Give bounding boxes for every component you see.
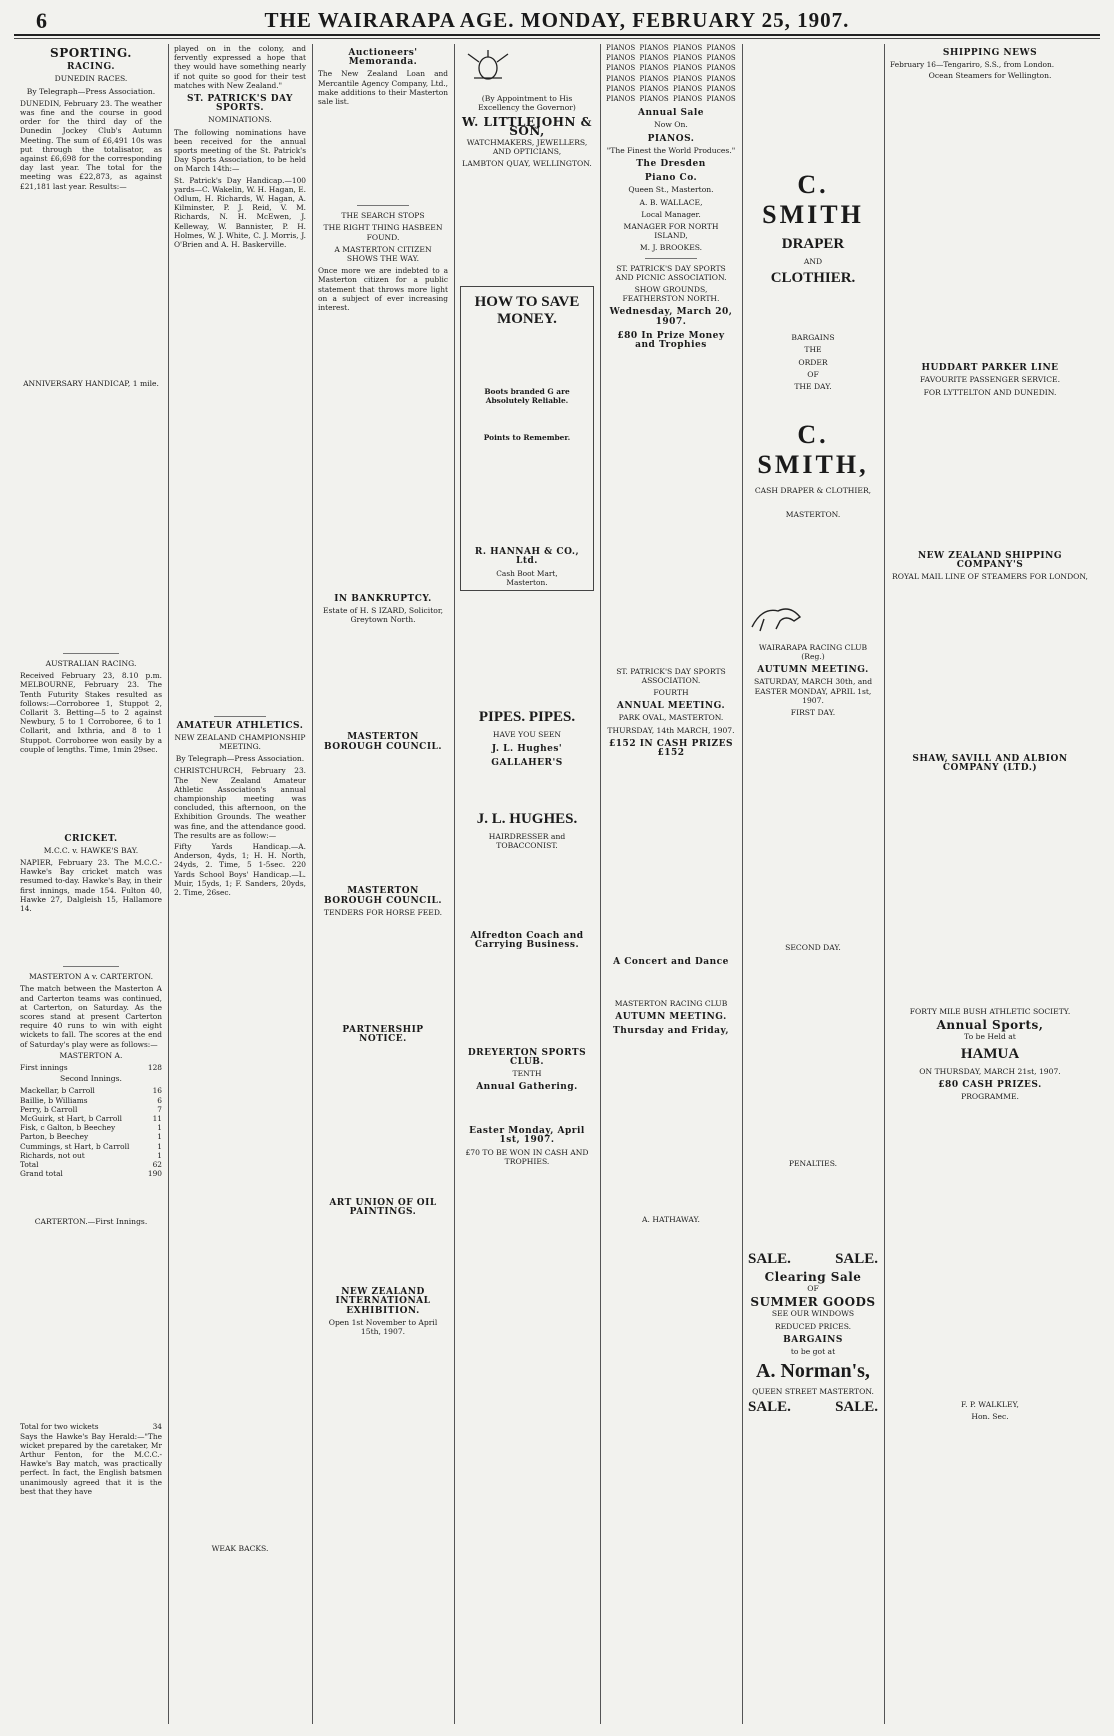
article-heading: THE SEARCH STOPS xyxy=(341,211,425,221)
pianos-word: PIANOS xyxy=(639,74,669,83)
batsman-runs: 7 xyxy=(157,1104,162,1114)
ad-text: DRAPER xyxy=(781,236,845,252)
section-heading: SHIPPING NEWS xyxy=(942,48,1038,58)
advertiser-name: W. LITTLEJOHN & SON, xyxy=(462,114,592,138)
article-text-block xyxy=(464,332,590,387)
table-row xyxy=(20,1142,162,1151)
ad-text: OF xyxy=(807,369,819,379)
ad-text: A. B. WALLACE, xyxy=(639,197,703,207)
notice-text: Open 1st November to April 15th, 1907. xyxy=(328,1317,438,1337)
subheading: MASTERTON A v. CARTERTON. xyxy=(28,972,154,982)
article-text-block xyxy=(890,84,1090,360)
notice-prize: £152 IN CASH PRIZES £152 xyxy=(609,738,733,759)
article-paragraph: The following nominations have been received for the annual sports meeting of the St. Patrick's Day Sports Association, to be held on March 14th:— xyxy=(174,127,306,174)
article-heading: Auctioneers' Memoranda. xyxy=(348,48,418,68)
article-text-block xyxy=(20,756,162,830)
article-text-block xyxy=(20,915,162,961)
notice-heading: Annual Sports, xyxy=(936,1018,1044,1033)
article-text-block xyxy=(20,391,162,648)
article-paragraph: Received February 23, 8.10 p.m. MELBOURNE, February 23. The Tenth Futurity Stakes resulted as follows:—Corroboree 1, Stuppot 2, Collarit 3. Betting—5 to 2 against Newbury, 5 to 1 Corroboree, 6 to 1 Collarit, and Ixthria, and 8 to 1 Stuppot. Corroboree won easily by a couple of lengths. Time, 1min 29sec. xyxy=(20,671,162,754)
article-paragraph: DUNEDIN, February 23. The weather was fine and the course in good order for the third day of the Dunedin Jockey Club's Autumn Meeting. The sum of £6,491 10s was put through the totalisator, as against £6,698 for the corresponding day last year. The total for the meeting was £22,873, as against £21,181 last year. Results:— xyxy=(20,98,162,191)
signature: A. HATHAWAY. xyxy=(642,1215,700,1225)
column-drapers xyxy=(748,44,878,1724)
article-text-block xyxy=(20,193,162,377)
article-text-block xyxy=(890,400,1090,547)
pianos-word: PIANOS xyxy=(706,74,736,83)
pianos-word: PIANOS xyxy=(706,54,736,63)
batsman-runs: 6 xyxy=(157,1095,162,1105)
article-text-block xyxy=(606,760,736,953)
section-heading: SPORTING. xyxy=(50,46,132,60)
advertiser-address: LAMBTON QUAY, WELLINGTON. xyxy=(462,159,592,169)
article-text-block xyxy=(174,251,306,710)
masthead-rule xyxy=(14,38,1100,39)
article-heading: AMATEUR ATHLETICS. xyxy=(176,720,304,731)
team-heading: MASTERTON A. xyxy=(59,1050,123,1060)
column-divider xyxy=(312,44,313,1724)
subheading: AUSTRALIAN RACING. xyxy=(45,659,137,669)
pianos-word: PIANOS xyxy=(673,64,703,73)
subheading: PENALTIES. xyxy=(788,1159,838,1169)
advertiser-trade: WATCHMAKERS, JEWELLERS, AND OPTICIANS, xyxy=(466,138,588,157)
notice-heading: NEW ZEALAND INTERNATIONAL EXHIBITION. xyxy=(335,1287,431,1316)
article-text-block xyxy=(318,1219,448,1283)
article-text-block xyxy=(460,1095,594,1123)
article-text-block xyxy=(318,1047,448,1194)
article-text-block xyxy=(460,172,594,282)
ad-text: £70 TO BE WON IN CASH AND TROPHIES. xyxy=(465,1147,589,1166)
notice-heading: MASTERTON BOROUGH COUNCIL. xyxy=(323,732,443,752)
ad-headline: PIANOS. xyxy=(647,133,695,144)
ad-text: CASH DRAPER & CLOTHIER, xyxy=(754,486,872,496)
divider xyxy=(357,205,409,206)
batsman-runs: 16 xyxy=(152,1086,162,1096)
batsman-name: Cummings, st Hart, b Carroll xyxy=(20,1141,130,1151)
subheading: PROGRAMME. xyxy=(961,1091,1019,1101)
ad-text: SEE OUR WINDOWS xyxy=(771,1309,855,1319)
article-paragraph: St. Patrick's Day Handicap.—100 yards—C. Wakelin, W. H. Hagan, E. Odlum, H. Richards, W. Hagan, A. Kilminster, P. J. Reid, V. M. Richards, N. H. McEwen, J. Kelleway, W. Bannister, P. H. Holmes, W. J. White, C. J. Morris, J. O'Brien and A. H. Baskerville. xyxy=(174,175,306,250)
column-divider xyxy=(454,44,455,1724)
score-row: Total for two wickets 34 xyxy=(20,1422,162,1432)
byline: By Telegraph—Press Association. xyxy=(26,86,156,96)
article-paragraph: played on in the colony, and fervently expressed a hope that they would have something nearly if not quite so good for their test matches with New Zealand." xyxy=(174,44,306,90)
article-text-block xyxy=(318,627,448,728)
column-shipping xyxy=(890,44,1090,1724)
batsman-runs: 11 xyxy=(152,1113,162,1123)
column-pianos-sports xyxy=(606,44,736,1724)
subheading: Ocean Steamers for Wellington. xyxy=(928,71,1052,81)
subheading: ANNIVERSARY HANDICAP, 1 mile. xyxy=(23,378,159,388)
subheading: DUNEDIN RACES. xyxy=(54,74,128,84)
article-text-block xyxy=(748,955,878,1157)
article-text-block xyxy=(318,920,448,1021)
article-text-block xyxy=(748,720,878,941)
ad-headline: Alfredton Coach and Carrying Business. xyxy=(470,930,584,950)
pianos-word: PIANOS xyxy=(706,95,736,104)
notice-heading: ST. PATRICK'S DAY SPORTS AND PICNIC ASSOCIATION. xyxy=(615,263,727,282)
batsman-runs: 1 xyxy=(157,1150,162,1160)
ad-text: Queen St., Masterton. xyxy=(628,185,714,195)
article-text-block xyxy=(174,899,306,1542)
ad-date: Easter Monday, April 1st, 1907. xyxy=(469,1126,585,1146)
batsman-runs: 1 xyxy=(157,1141,162,1151)
article-paragraph: CHRISTCHURCH, February 23. The New Zealand Amateur Athletic Association's annual championship meeting was concluded, this afternoon, on the Exhibition Grounds. The weather was fine, and the attendance good. The results are as follow:— xyxy=(174,766,306,840)
pianos-word: PIANOS xyxy=(639,44,669,52)
pianos-word: PIANOS xyxy=(706,84,736,93)
notice-place: HAMUA xyxy=(960,1045,1020,1062)
pianos-word: PIANOS xyxy=(706,64,736,73)
ad-text: ORDER xyxy=(798,357,828,367)
ad-text: Masterton. xyxy=(506,577,548,587)
article-text-block xyxy=(318,1339,448,1449)
article-text-block xyxy=(890,1104,1090,1398)
pianos-grid xyxy=(606,44,736,104)
subheading: FIRST DAY. xyxy=(790,708,836,718)
ad-text: HAVE YOU SEEN xyxy=(492,730,562,740)
ad-headline: SUMMER GOODS xyxy=(750,1295,876,1310)
column-sporting xyxy=(20,44,162,1724)
notice-date: THURSDAY, 14th MARCH, 1907. xyxy=(607,725,735,735)
ad-subheading: Points to Remember. xyxy=(483,432,571,442)
ad-text: REDUCED PRICES. xyxy=(774,1321,852,1331)
notice-prize: £80 In Prize Money and Trophies xyxy=(617,330,725,351)
batsman-name: Baillie, b Williams xyxy=(20,1095,88,1105)
appointment-text: (By Appointment to His Excellency the Governor) xyxy=(478,94,576,113)
article-text-block xyxy=(464,442,590,543)
ad-text: to be got at xyxy=(790,1347,836,1356)
table-row xyxy=(20,1151,162,1160)
pianos-word: PIANOS xyxy=(706,44,736,52)
column-divider xyxy=(884,44,885,1724)
article-text-block xyxy=(606,1039,736,1214)
notice-text: SHOW GROUNDS, FEATHERSTON NORTH. xyxy=(622,285,720,304)
article-text-block xyxy=(20,1229,162,1422)
notice-heading: AUTUMN MEETING. xyxy=(615,1012,727,1023)
batsman-runs: 1 xyxy=(157,1132,162,1142)
article-paragraph: The New Zealand Loan and Mercantile Agency Company, Ltd., make additions to their Masterton sale list. xyxy=(318,69,448,107)
column-athletics xyxy=(174,44,306,1724)
ad-text: BARGAINS xyxy=(791,333,835,343)
article-text-block xyxy=(890,584,1090,749)
boot-advertisement xyxy=(460,286,594,591)
subheading: FOR LYTTELTON AND DUNEDIN. xyxy=(923,387,1057,397)
notice-date: ON THURSDAY, MARCH 21st, 1907. xyxy=(919,1066,1061,1076)
article-paragraph: Says the Hawke's Bay Herald:—"The wicket prepared by the caretaker, Mr Arthur Fenton, for the M.C.C.-Hawke's Bay match, was practically perfect. In fact, the English batsmen unanimously agreed that it is the best that they have xyxy=(20,1431,162,1496)
article-text-block xyxy=(460,595,594,705)
article-text-block xyxy=(890,775,1090,1005)
signature: F. P. WALKLEY, xyxy=(961,1400,1019,1410)
article-text-block xyxy=(20,1178,162,1215)
column-divider xyxy=(600,44,601,1724)
subheading: NOMINATIONS. xyxy=(208,115,272,125)
ad-headline: HUDDART PARKER LINE xyxy=(921,363,1059,374)
ad-headline: HOW TO SAVE MONEY. xyxy=(474,293,580,327)
notice-heading: FORTY MILE BUSH ATHLETIC SOCIETY. xyxy=(909,1006,1071,1016)
article-text-block xyxy=(460,1169,594,1233)
subheading: THE RIGHT THING HASBEEN FOUND. xyxy=(323,223,443,242)
pianos-word: PIANOS xyxy=(673,74,703,83)
table-row xyxy=(20,1114,162,1123)
article-text-block xyxy=(606,969,736,997)
article-heading: ST. PATRICK'S DAY SPORTS. xyxy=(187,94,293,114)
royal-crest-icon xyxy=(460,48,516,86)
byline: By Telegraph—Press Association. xyxy=(175,754,305,764)
table-row xyxy=(20,1086,162,1095)
ad-text: OF xyxy=(807,1283,819,1293)
article-text-block xyxy=(460,853,594,927)
ad-subheading: Boots branded G are Absolutely Reliable. xyxy=(484,387,570,406)
ad-company-name: R. HANNAH & CO., Ltd. xyxy=(474,547,580,567)
ad-headline: NEW ZEALAND SHIPPING COMPANY'S xyxy=(917,550,1063,571)
column-divider xyxy=(168,44,169,1724)
pianos-word: PIANOS xyxy=(606,84,636,93)
ad-headline: Clearing Sale xyxy=(764,1269,862,1284)
ad-text: MASTERTON. xyxy=(785,510,841,520)
ad-headline: PIPES. PIPES. xyxy=(478,709,576,726)
notice-text: Estate of H. S IZARD, Solicitor, Greytown North. xyxy=(322,605,444,625)
notice-date: Thursday and Friday, xyxy=(613,1026,729,1037)
notice-heading: A Concert and Dance xyxy=(613,957,729,968)
article-paragraph: Fifty Yards Handicap.—A. Anderson, 4yds, 1; H. H. North, 24yds, 2. Time, 5 1-5sec. 220 Yards School Boys' Handicap.—L. Muir, 15yds, 1; F. Sanders, 20yds, 2. Time, 26sec. xyxy=(174,842,306,898)
article-paragraph: NAPIER, February 23. The M.C.C.-Hawke's Bay cricket match was resumed to-day. Hawke's Bay, in their first innings, made 154. Fulton 40, Hawke 27, Dalgleish 15, Hallamore 14. xyxy=(20,857,162,913)
ad-text: CLOTHIER. xyxy=(770,270,856,287)
sale-row: SALE. SALE. xyxy=(748,1250,878,1267)
article-text-block xyxy=(748,1171,878,1245)
notice-date: SATURDAY, MARCH 30th, and EASTER MONDAY, APRIL 1st, 1907. xyxy=(753,677,873,705)
divider xyxy=(214,716,267,717)
article-text-block xyxy=(460,770,594,807)
pianos-word: PIANOS xyxy=(639,84,669,93)
article-text-block xyxy=(464,405,590,433)
table-row xyxy=(20,1132,162,1141)
ad-text: QUEEN STREET MASTERTON. xyxy=(752,1387,874,1397)
batsman-name: McGuirk, st Hart, b Carroll xyxy=(20,1113,122,1123)
batsman-name: Richards, not out xyxy=(20,1150,85,1160)
pianos-word: PIANOS xyxy=(639,64,669,73)
notice-heading: AUTUMN MEETING. xyxy=(757,665,869,676)
pianos-word: PIANOS xyxy=(606,44,636,52)
ad-headline: Annual Sale xyxy=(638,108,704,119)
ad-headline: The Dresden xyxy=(636,159,706,170)
newspaper-title: THE WAIRARAPA AGE. MONDAY, FEBRUARY 25, 1907. xyxy=(264,8,850,32)
column-divider xyxy=(742,44,743,1724)
ad-text: AND xyxy=(803,257,823,266)
batsman-name: Mackellar, b Carroll xyxy=(20,1086,95,1096)
ad-text: Now On. xyxy=(654,120,688,130)
notice-prize: £80 CASH PRIZES. xyxy=(938,1079,1042,1090)
ad-name: J. L. Hughes' xyxy=(491,743,563,754)
article-text-block xyxy=(606,352,736,664)
batsman-name: Fisk, c Galton, b Beechey xyxy=(20,1123,116,1133)
ad-text: M. J. BROOKES. xyxy=(639,243,703,253)
divider xyxy=(63,966,120,967)
page-number: 6 xyxy=(36,8,47,33)
pianos-word: PIANOS xyxy=(673,84,703,93)
divider xyxy=(645,258,697,259)
ad-name: C. SMITH xyxy=(762,170,864,229)
subheading: CRICKET. xyxy=(64,833,118,844)
ad-name: C. SMITH, xyxy=(757,420,869,480)
subheading: CARTERTON.—First Innings. xyxy=(34,1217,148,1227)
pianos-word: PIANOS xyxy=(606,74,636,83)
ad-text: Local Manager. xyxy=(641,209,701,219)
article-text-block xyxy=(318,314,448,590)
pianos-word: PIANOS xyxy=(673,95,703,104)
notice-text: PARK OVAL, MASTERTON. xyxy=(618,713,724,723)
batsman-name: Parton, b Beechey xyxy=(20,1132,89,1142)
pianos-word: PIANOS xyxy=(639,54,669,63)
ad-text: "The Finest the World Produces." xyxy=(606,145,736,155)
subheading: WEAK BACKS. xyxy=(211,1544,269,1554)
notice-heading: WAIRARAPA RACING CLUB (Reg.) xyxy=(758,642,868,662)
pianos-word: PIANOS xyxy=(606,95,636,104)
pianos-word: PIANOS xyxy=(606,64,636,73)
ad-text: THE DAY. xyxy=(794,382,832,392)
ad-text: FAVOURITE PASSENGER SERVICE. xyxy=(920,375,1060,385)
article-paragraph: February 16—Tengariro, S.S., from London. xyxy=(890,60,1055,70)
notice-heading: MASTERTON BOROUGH COUNCIL. xyxy=(323,886,443,906)
notice-heading: PARTNERSHIP NOTICE. xyxy=(342,1025,424,1045)
pianos-word: PIANOS xyxy=(673,44,703,52)
score-row: Total 62 xyxy=(20,1160,162,1169)
column-notices xyxy=(318,44,448,1724)
horse-race-icon xyxy=(748,597,804,635)
ad-text: THE xyxy=(804,345,822,355)
article-text-block xyxy=(318,754,448,883)
ad-text: TENTH xyxy=(512,1069,542,1079)
ad-headline: Piano Co. xyxy=(644,173,698,184)
pianos-word: PIANOS xyxy=(606,54,636,63)
notice-heading: ST. PATRICK'S DAY SPORTS ASSOCIATION. xyxy=(616,666,726,685)
subheading: RACING. xyxy=(66,62,116,73)
ad-headline: BARGAINS xyxy=(783,1334,843,1345)
notice-heading: ART UNION OF OIL PAINTINGS. xyxy=(329,1197,437,1217)
article-text-block xyxy=(318,108,448,200)
notice-heading: MASTERTON RACING CLUB xyxy=(614,998,728,1008)
score-row: Grand total 190 xyxy=(20,1169,162,1179)
article-text-block xyxy=(460,952,594,1044)
masthead xyxy=(14,6,1100,36)
score-row: First innings 128 xyxy=(20,1062,162,1072)
subheading: SECOND DAY. xyxy=(785,942,841,952)
pianos-word: PIANOS xyxy=(673,54,703,63)
subheading: NEW ZEALAND CHAMPIONSHIP MEETING. xyxy=(174,732,306,752)
notice-text: To be Held at xyxy=(964,1032,1016,1042)
ad-headline: SHAW, SAVILL AND ALBION COMPANY (LTD.) xyxy=(912,753,1068,774)
ad-text: MANAGER FOR NORTH ISLAND, xyxy=(623,222,719,241)
notice-text: FOURTH xyxy=(653,688,689,698)
subheading: A MASTERTON CITIZEN SHOWS THE WAY. xyxy=(334,244,432,263)
subheading: TENDERS FOR HORSE FEED. xyxy=(323,907,443,917)
ad-text: HAIRDRESSER and TOBACCONIST. xyxy=(488,831,566,850)
notice-heading: IN BANKRUPTCY. xyxy=(334,593,432,604)
ad-name: GALLAHER'S xyxy=(491,757,563,768)
table-row xyxy=(20,1123,162,1132)
table-row xyxy=(20,1105,162,1114)
pianos-word: PIANOS xyxy=(639,95,669,104)
notice-heading: ANNUAL MEETING. xyxy=(616,701,726,712)
ad-headline: Annual Gathering. xyxy=(476,1082,578,1093)
ad-headline: DREYERTON SPORTS CLUB. xyxy=(467,1047,587,1068)
notice-date: Wednesday, March 20, 1907. xyxy=(609,307,733,327)
article-paragraph: The match between the Masterton A and Carterton teams was continued, at Carterton, on Saturday. As the scores stand at present Carterton require 40 runs to win with eight wickets to fall. The scores at the end of Saturday's play were as follows:— xyxy=(20,984,162,1049)
table-row xyxy=(20,1096,162,1105)
signature: Hon. Sec. xyxy=(971,1412,1009,1422)
batting-list xyxy=(20,1086,162,1160)
sale-row: SALE. SALE. xyxy=(748,1399,878,1416)
ad-name: J. L. HUGHES. xyxy=(476,810,578,827)
batsman-runs: 1 xyxy=(157,1123,162,1133)
subheading: Second Innings. xyxy=(60,1074,122,1084)
ad-name: A. Norman's, xyxy=(756,1360,870,1383)
ad-text: Cash Boot Mart, xyxy=(496,568,558,578)
subheading: M.C.C. v. HAWKE'S BAY. xyxy=(43,845,139,855)
batsman-name: Perry, b Carroll xyxy=(20,1104,78,1114)
article-paragraph: Once more we are indebted to a Masterton citizen for a public statement that throws more light on a subject of ever increasing interest. xyxy=(318,266,448,312)
divider xyxy=(63,653,120,654)
column-advertisements xyxy=(460,44,594,1724)
ad-text: ROYAL MAIL LINE OF STEAMERS FOR LONDON, xyxy=(892,572,1088,582)
